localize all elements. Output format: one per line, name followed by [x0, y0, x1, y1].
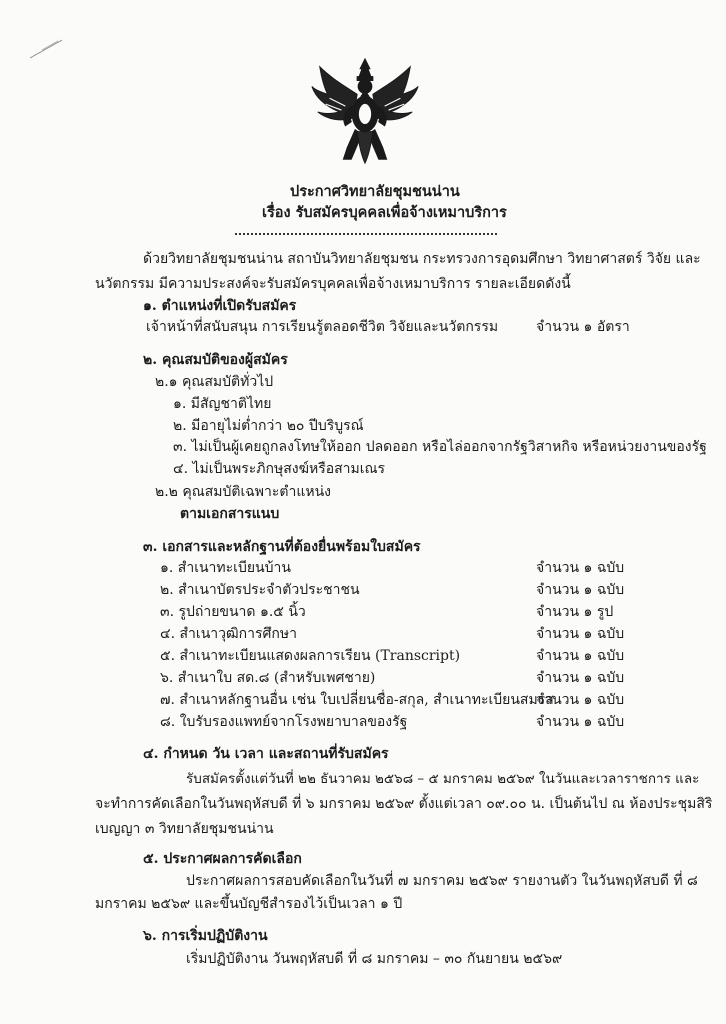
document-item-label: ๔. สำเนาวุฒิการศึกษา	[160, 626, 297, 642]
section4-line: รับสมัครตั้งแต่วันที่ ๒๒ ธันวาคม ๒๕๖๘ – ๕ มกราคม ๒๕๖๙ ในวันและเวลาราชการ และ	[186, 771, 700, 787]
section2-general-item: ๑. มีสัญชาติไทย	[173, 396, 272, 412]
section2-general-item: ๒. มีอายุไม่ต่ำกว่า ๒๐ ปีบริบูรณ์	[173, 418, 364, 434]
section4-line: เบญญา ๓ วิทยาลัยชุมชนน่าน	[95, 821, 274, 837]
section2-general-heading: ๒.๑ คุณสมบัติทั่วไป	[155, 374, 274, 390]
document-item-label: ๑. สำเนาทะเบียนบ้าน	[160, 560, 291, 576]
garuda-emblem-icon	[306, 56, 424, 168]
section5-line: มกราคม ๒๕๖๙ และขึ้นบัญชีสำรองไว้เป็นเวลา ๑ ปี	[95, 896, 403, 912]
document-item-count: จำนวน ๑ ฉบับ	[536, 560, 625, 576]
section5-heading: ๕. ประกาศผลการคัดเลือก	[143, 851, 302, 867]
section5-line: ประกาศผลการสอบคัดเลือกในวันที่ ๗ มกราคม ๒๕๖๙ รายงานตัว ในวันพฤหัสบดี ที่ ๘	[186, 873, 698, 889]
document-item-count: จำนวน ๑ ฉบับ	[536, 626, 625, 642]
document-item-label: ๒. สำเนาบัตรประจำตัวประชาชน	[160, 582, 360, 598]
section2-heading: ๒. คุณสมบัติของผู้สมัคร	[143, 352, 288, 368]
section6-heading: ๖. การเริ่มปฏิบัติงาน	[143, 928, 268, 944]
document-item-label: ๘. ใบรับรองแพทย์จากโรงพยาบาลของรัฐ	[160, 714, 408, 730]
document-item-count: จำนวน ๑ ฉบับ	[536, 582, 625, 598]
document-item-label: ๕. สำเนาทะเบียนแสดงผลการเรียน (Transcript)	[160, 648, 461, 664]
section1-position: เจ้าหน้าที่สนับสนุน การเรียนรู้ตลอดชีวิต วิจัยและนวัตกรรม	[146, 319, 499, 335]
section6-line: เริ่มปฏิบัติงาน วันพฤหัสบดี ที่ ๘ มกราคม – ๓๐ กันยายน ๒๕๖๙	[186, 951, 563, 967]
announcement-subject: เรื่อง รับสมัครบุคคลเพื่อจ้างเหมาบริการ	[262, 204, 507, 221]
intro-line-2: นวัตกรรม มีความประสงค์จะรับสมัครบุคคลเพื่อจ้างเหมาบริการ รายละเอียดดังนี้	[95, 276, 571, 292]
announcement-title: ประกาศวิทยาลัยชุมชนน่าน	[290, 183, 460, 200]
document-item-count: จำนวน ๑ ฉบับ	[536, 670, 625, 686]
intro-line-1: ด้วยวิทยาลัยชุมชนน่าน สถาบันวิทยาลัยชุมชน กระทรวงการอุดมศึกษา วิทยาศาสตร์ วิจัย และ	[143, 251, 701, 267]
section2-specific-heading: ๒.๒ คุณสมบัติเฉพาะตำแหน่ง	[155, 484, 332, 500]
divider-dotted	[235, 233, 497, 235]
document-item-count: จำนวน ๑ ฉบับ	[536, 714, 625, 730]
document-item-count: จำนวน ๑ ฉบับ	[536, 648, 625, 664]
section4-heading: ๔. กำหนด วัน เวลา และสถานที่รับสมัคร	[143, 746, 389, 762]
section3-heading: ๓. เอกสารและหลักฐานที่ต้องยื่นพร้อมใบสมัคร	[143, 539, 421, 555]
document-item-label: ๗. สำเนาหลักฐานอื่น เช่น ใบเปลี่ยนชื่อ-สกุล, สำเนาทะเบียนสมรส	[160, 692, 554, 708]
scan-mark	[28, 36, 64, 60]
document-item-count: จำนวน ๑ รูป	[536, 604, 614, 620]
section2-specific-note: ตามเอกสารแนบ	[180, 506, 280, 522]
document-item-count: จำนวน ๑ ฉบับ	[536, 692, 625, 708]
document-item-label: ๓. รูปถ่ายขนาด ๑.๕ นิ้ว	[160, 604, 306, 620]
section1-heading: ๑. ตำแหน่งที่เปิดรับสมัคร	[143, 298, 297, 314]
document-item-label: ๖. สำเนาใบ สด.๘ (สำหรับเพศชาย)	[160, 670, 376, 686]
section2-general-item: ๓. ไม่เป็นผู้เคยถูกลงโทษให้ออก ปลดออก หรือไล่ออกจากรัฐวิสาหกิจ หรือหน่วยงานของรัฐ	[173, 439, 707, 455]
section2-general-item: ๔. ไม่เป็นพระภิกษุสงฆ์หรือสามเณร	[173, 461, 386, 477]
section1-count: จำนวน ๑ อัตรา	[536, 319, 630, 335]
section4-line: จะทำการคัดเลือกในวันพฤหัสบดี ที่ ๖ มกราคม ๒๕๖๙ ตั้งแต่เวลา ๐๙.๐๐ น. เป็นต้นไป ณ ห้องประชุมสิริ	[95, 796, 713, 812]
